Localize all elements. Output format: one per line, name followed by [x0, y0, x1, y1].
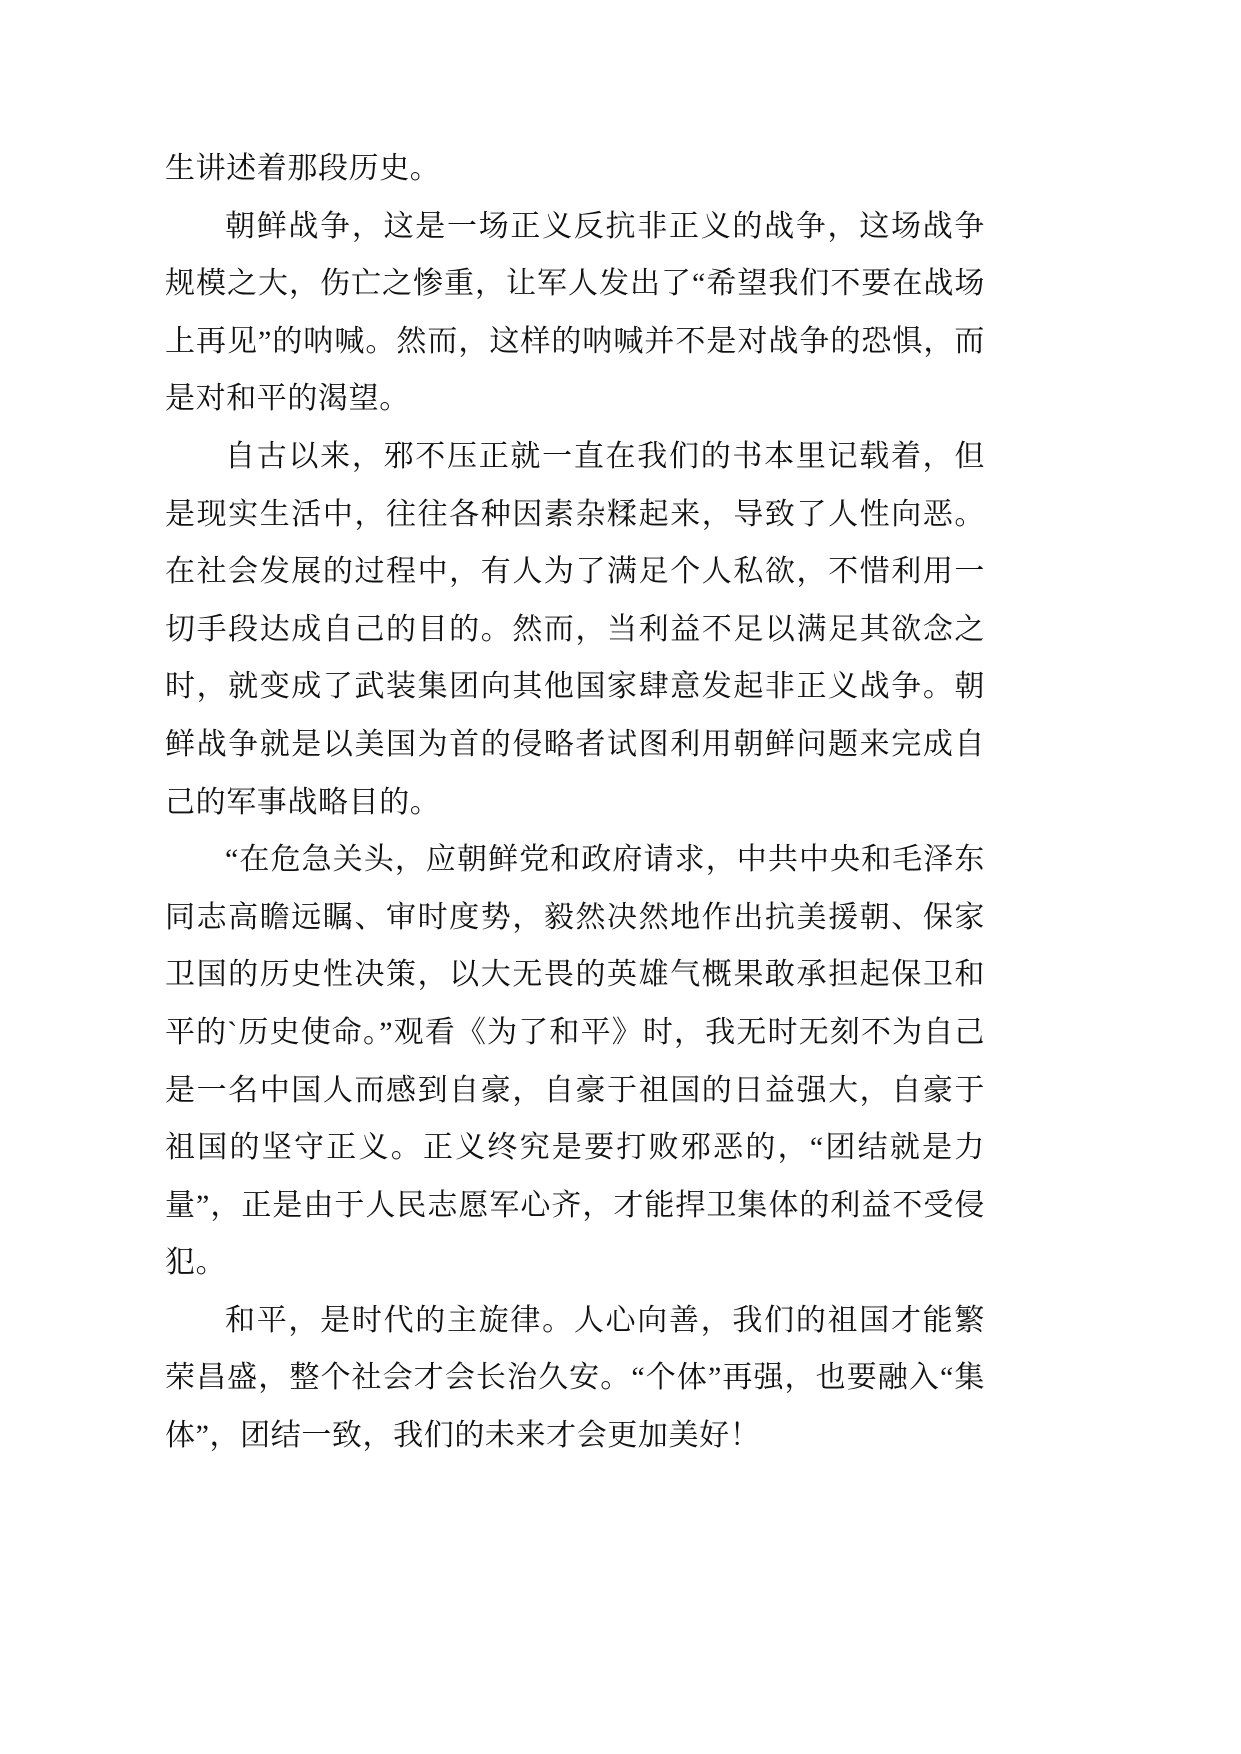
paragraph-1: 生讲述着那段历史。	[165, 152, 441, 185]
paragraph-4: “在危急关头，应朝鲜党和政府请求，中共中央和毛泽东同志高瞻远瞩、审时度势，毅然决然地作出抗美援朝、保家卫国的历史性决策，以大无畏的英雄气概果敢承担起保卫和平的`历史使命。”观看《为了和平》时，我无时无刻不为自己是一名中国人而感到自豪，自豪于祖国的日益强大，自豪于祖国的坚守正义。正义终究是要打败邪恶的，“团结就是力量”，正是由于人民志愿军心齐，才能捍卫集体的利益不受侵犯。	[165, 843, 985, 1280]
document-body	[165, 140, 985, 1465]
paragraph-3: 自古以来，邪不压正就一直在我们的书本里记载着，但是现实生活中，往往各种因素杂糅起来，导致了人性向恶。在社会发展的过程中，有人为了满足个人私欲，不惜利用一切手段达成自己的目的。然而，当利益不足以满足其欲念之时，就变成了武装集团向其他国家肆意发起非正义战争。朝鲜战争就是以美国为首的侵略者试图利用朝鲜问题来完成自己的军事战略目的。	[165, 439, 985, 819]
paragraph-2: 朝鲜战争，这是一场正义反抗非正义的战争，这场战争规模之大，伤亡之惨重，让军人发出了“希望我们不要在战场上再见”的呐喊。然而，这样的呐喊并不是对战争的恐惧，而是对和平的渴望。	[165, 209, 985, 416]
paragraph-5: 和平，是时代的主旋律。人心向善，我们的祖国才能繁荣昌盛，整个社会才会长治久安。“个体”再强，也要融入“集体”，团结一致，我们的未来才会更加美好！	[165, 1303, 985, 1453]
